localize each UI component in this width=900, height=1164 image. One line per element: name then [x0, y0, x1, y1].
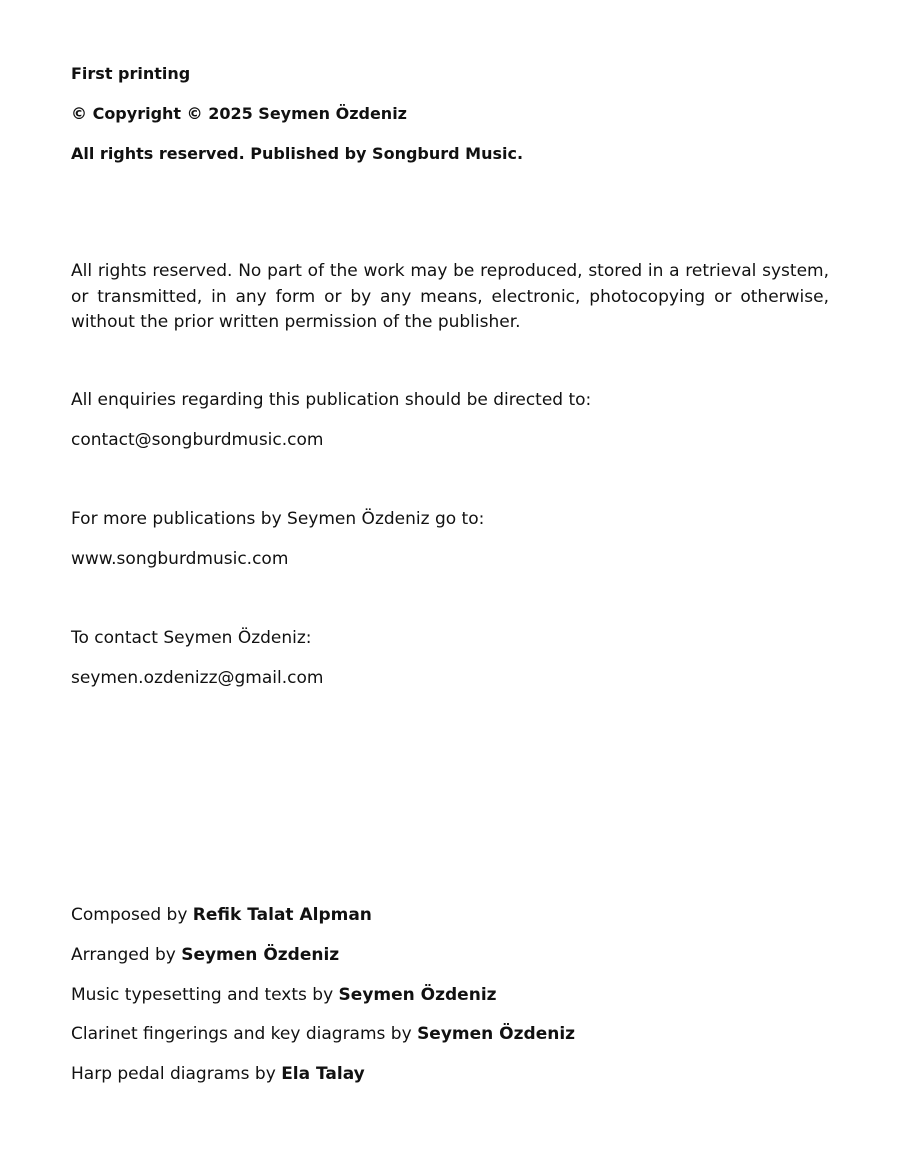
- rights-paragraph: All rights reserved. No part of the work may be reproduced, stored in a retrieval system, or transmitted, in any form or by any means, electronic, photocopying or otherwise, without the prior written permission of the publisher.: [71, 261, 829, 332]
- credit-role: Harp pedal diagrams by: [71, 1064, 282, 1084]
- publications-label: For more publications by Seymen Özdeniz go to:: [71, 509, 485, 529]
- credit-fingerings: [71, 1023, 575, 1045]
- credit-role: Composed by: [71, 905, 193, 925]
- printing-line: First printing: [71, 64, 191, 83]
- credit-name: Seymen Özdeniz: [417, 1024, 576, 1044]
- credit-role: Music typesetting and texts by: [71, 985, 339, 1005]
- credit-name: Seymen Özdeniz: [338, 985, 497, 1005]
- author-contact-label: To contact Seymen Özdeniz:: [71, 628, 312, 648]
- credit-typesetting: [71, 984, 497, 1006]
- publications-website: www.songburdmusic.com: [71, 549, 289, 569]
- author-email: seymen.ozdenizz@gmail.com: [71, 668, 324, 688]
- credit-arranger: [71, 944, 339, 966]
- copyright-page: [71, 0, 829, 1164]
- publisher-line: All rights reserved. Published by Songburd Music.: [71, 144, 524, 163]
- copyright-line: © Copyright © 2025 Seymen Özdeniz: [71, 104, 407, 123]
- credit-name: Seymen Özdeniz: [181, 945, 340, 965]
- enquiries-email: contact@songburdmusic.com: [71, 430, 324, 450]
- credit-name: Ela Talay: [281, 1064, 365, 1084]
- credit-role: Clarinet fingerings and key diagrams by: [71, 1024, 418, 1044]
- credit-name: Refik Talat Alpman: [192, 905, 372, 925]
- credit-role: Arranged by: [71, 945, 182, 965]
- credit-composer: [71, 904, 372, 926]
- credit-harp-diagrams: [71, 1063, 365, 1085]
- enquiries-label: All enquiries regarding this publication should be directed to:: [71, 390, 592, 410]
